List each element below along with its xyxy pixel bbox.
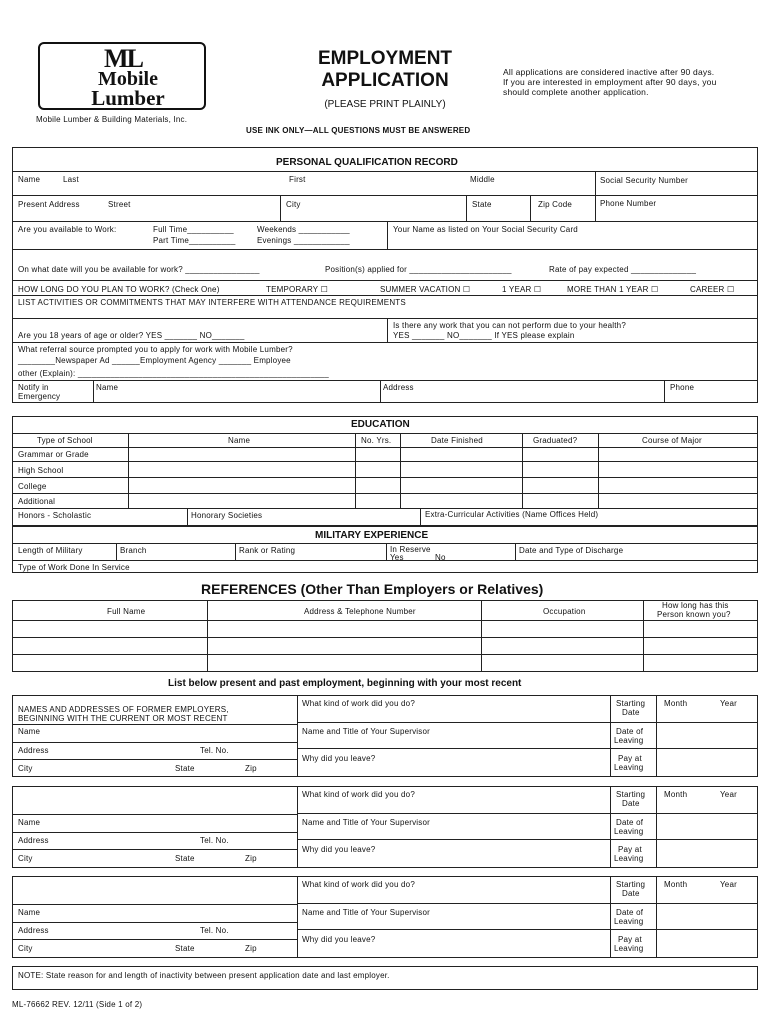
education-title: EDUCATION <box>351 419 410 430</box>
ref-header-known-2: Person known you? <box>657 610 731 619</box>
employer-2-supervisor[interactable]: Name and Title of Your Supervisor <box>302 818 431 827</box>
employer-3-pay-1: Pay at <box>618 935 642 944</box>
notify-label-1: Notify in <box>18 383 49 392</box>
employer-1-address[interactable]: Address <box>18 746 49 755</box>
edu-row-additional: Additional <box>18 497 56 506</box>
employer-1-pay-2: Leaving <box>614 763 644 772</box>
logo-mark: ML <box>104 44 142 73</box>
summer-checkbox[interactable]: SUMMER VACATION ☐ <box>380 285 471 294</box>
zip-label: Zip Code <box>538 200 573 209</box>
ref-header-address: Address & Telephone Number <box>304 607 416 616</box>
employer-2-starting-2: Date <box>622 799 640 808</box>
first-label: First <box>289 175 306 184</box>
form-title-1: EMPLOYMENT <box>317 48 453 69</box>
phone-label: Phone Number <box>600 199 657 208</box>
last-label: Last <box>63 175 79 184</box>
how-long-label: HOW LONG DO YOU PLAN TO WORK? (Check One) <box>18 285 220 294</box>
employer-1-month: Month <box>664 699 688 708</box>
military-length-label: Length of Military <box>18 546 83 555</box>
employer-3-month: Month <box>664 880 688 889</box>
edu-header-course: Course of Major <box>642 436 702 445</box>
employer-3-zip[interactable]: Zip <box>245 944 257 953</box>
ref-header-occupation: Occupation <box>543 607 586 616</box>
company-name: Mobile Lumber & Building Materials, Inc. <box>36 115 188 124</box>
employer-2-kind[interactable]: What kind of work did you do? <box>302 790 415 799</box>
employer-3-starting-2: Date <box>622 889 640 898</box>
employer-1-leaving-1: Date of <box>616 727 644 736</box>
employer-1-kind[interactable]: What kind of work did you do? <box>302 699 415 708</box>
employer-2-leave[interactable]: Why did you leave? <box>302 845 376 854</box>
employer-3-name[interactable]: Name <box>18 908 41 917</box>
employer-3-address[interactable]: Address <box>18 926 49 935</box>
employer-3-state[interactable]: State <box>175 944 195 953</box>
ssn-name-label: Your Name as listed on Your Social Security Card <box>393 225 578 234</box>
street-label: Street <box>108 200 131 209</box>
employer-2-month: Month <box>664 790 688 799</box>
notice-line-1: All applications are considered inactive after 90 days. <box>503 67 715 77</box>
health-question-2[interactable]: YES _______ NO_______ If YES please explain <box>393 331 575 340</box>
city-label: City <box>286 200 301 209</box>
employer-2-address[interactable]: Address <box>18 836 49 845</box>
employer-3-tel[interactable]: Tel. No. <box>200 926 229 935</box>
references-title: REFERENCES (Other Than Employers or Relatives) <box>201 581 544 597</box>
activities-label: LIST ACTIVITIES OR COMMITMENTS THAT MAY INTERFERE WITH ATTENDANCE REQUIREMENTS <box>18 298 406 307</box>
edu-header-years: No. Yrs. <box>361 436 392 445</box>
ssn-label: Social Security Number <box>600 176 688 185</box>
evenings-field[interactable]: Evenings ____________ <box>257 236 350 245</box>
edu-header-graduated: Graduated? <box>533 436 578 445</box>
middle-label: Middle <box>470 175 495 184</box>
date-available-field[interactable]: On what date will you be available for work? ________________ <box>18 265 260 274</box>
one-year-checkbox[interactable]: 1 YEAR ☐ <box>502 285 542 294</box>
military-rank-label: Rank or Rating <box>239 546 296 555</box>
employment-title: List below present and past employment, beginning with your most recent <box>168 678 522 689</box>
employer-1-zip[interactable]: Zip <box>245 764 257 773</box>
notify-phone-label: Phone <box>670 383 695 392</box>
referral-question: What referral source prompted you to apply for work with Mobile Lumber? <box>18 345 293 354</box>
military-discharge-label: Date and Type of Discharge <box>519 546 624 555</box>
edu-row-college: College <box>18 482 47 491</box>
employer-3-year: Year <box>720 880 737 889</box>
military-reserve-yes[interactable]: Yes <box>390 553 404 562</box>
ink-note: USE INK ONLY—ALL QUESTIONS MUST BE ANSWERED <box>246 126 471 135</box>
more-year-checkbox[interactable]: MORE THAN 1 YEAR ☐ <box>567 285 659 294</box>
honorary-label: Honorary Societies <box>191 511 263 520</box>
employer-2-state[interactable]: State <box>175 854 195 863</box>
employer-1-name[interactable]: Name <box>18 727 41 736</box>
form-subtitle: (PLEASE PRINT PLAINLY) <box>324 99 446 110</box>
employer-1-supervisor[interactable]: Name and Title of Your Supervisor <box>302 727 431 736</box>
employer-1-state[interactable]: State <box>175 764 195 773</box>
present-address-label: Present Address <box>18 200 80 209</box>
career-checkbox[interactable]: CAREER ☐ <box>690 285 735 294</box>
employer-3-pay-2: Leaving <box>614 944 644 953</box>
logo-line-1: Mobile <box>98 68 158 90</box>
employer-1-leave[interactable]: Why did you leave? <box>302 754 376 763</box>
notify-name-label: Name <box>96 383 119 392</box>
employer-1-starting-1: Starting <box>616 699 646 708</box>
name-label: Name <box>18 175 41 184</box>
form-id: ML-76662 REV. 12/11 (Side 1 of 2) <box>12 1000 143 1009</box>
employer-3-kind[interactable]: What kind of work did you do? <box>302 880 415 889</box>
available-label: Are you available to Work: <box>18 225 117 234</box>
employer-2-tel[interactable]: Tel. No. <box>200 836 229 845</box>
employer-2-pay-1: Pay at <box>618 845 642 854</box>
weekends-field[interactable]: Weekends ___________ <box>257 225 350 234</box>
edu-header-name: Name <box>228 436 251 445</box>
military-work-label: Type of Work Done In Service <box>18 563 130 572</box>
form-title-2: APPLICATION <box>321 70 449 91</box>
employer-1-year: Year <box>720 699 737 708</box>
employer-2-city[interactable]: City <box>18 854 33 863</box>
part-time-field[interactable]: Part Time__________ <box>153 236 236 245</box>
military-reserve-label: In Reserve <box>390 545 431 554</box>
employer-2-leaving-2: Leaving <box>614 827 644 836</box>
employer-2-name[interactable]: Name <box>18 818 41 827</box>
ref-header-name: Full Name <box>107 607 146 616</box>
edu-row-high-school: High School <box>18 466 64 475</box>
edu-header-date: Date Finished <box>431 436 483 445</box>
ref-header-known-1: How long has this <box>662 601 729 610</box>
company-logo <box>38 42 206 110</box>
employer-2-year: Year <box>720 790 737 799</box>
edu-header-type: Type of School <box>37 436 93 445</box>
positions-field[interactable]: Position(s) applied for ______________________ <box>325 265 512 274</box>
notice-line-3: should complete another application. <box>503 87 649 97</box>
employer-3-leaving-2: Leaving <box>614 917 644 926</box>
employer-2-zip[interactable]: Zip <box>245 854 257 863</box>
referral-options[interactable]: ________Newspaper Ad ______Employment Agency _______ Employee <box>18 356 291 365</box>
personal-title: PERSONAL QUALIFICATION RECORD <box>276 157 458 168</box>
employer-3-starting-1: Starting <box>616 880 646 889</box>
employer-2-leaving-1: Date of <box>616 818 644 827</box>
employer-3-city[interactable]: City <box>18 944 33 953</box>
employer-3-leaving-1: Date of <box>616 908 644 917</box>
edu-row-grammar: Grammar or Grade <box>18 450 89 459</box>
employer-1-leaving-2: Leaving <box>614 736 644 745</box>
notify-label-2: Emergency <box>18 392 61 401</box>
employer-1-tel[interactable]: Tel. No. <box>200 746 229 755</box>
employer-1-pay-1: Pay at <box>618 754 642 763</box>
note-text: NOTE: State reason for and length of inactivity between present application date and last employer. <box>18 971 390 980</box>
employer-2-pay-2: Leaving <box>614 854 644 863</box>
employer-names-header-2: BEGINNING WITH THE CURRENT OR MOST RECENT <box>18 714 228 723</box>
military-branch-label: Branch <box>120 546 147 555</box>
employer-2-starting-1: Starting <box>616 790 646 799</box>
honors-label: Honors - Scholastic <box>18 511 92 520</box>
notify-address-label: Address <box>383 383 414 392</box>
employer-3-leave[interactable]: Why did you leave? <box>302 935 376 944</box>
logo-line-2: Lumber <box>91 86 165 110</box>
military-title: MILITARY EXPERIENCE <box>315 530 429 541</box>
state-label: State <box>472 200 492 209</box>
notice-line-2: If you are interested in employment after 90 days, you <box>503 77 717 87</box>
other-explain-field[interactable]: other (Explain): ______________________________________________________ <box>18 369 329 378</box>
age-question[interactable]: Are you 18 years of age or older? YES _______ NO_______ <box>18 331 245 340</box>
employer-1-starting-2: Date <box>622 708 640 717</box>
employer-1-city[interactable]: City <box>18 764 33 773</box>
extra-label: Extra-Curricular Activities (Name Offices Held) <box>425 510 599 519</box>
health-question-1: Is there any work that you can not perform due to your health? <box>393 321 626 330</box>
employer-names-header-1: NAMES AND ADDRESSES OF FORMER EMPLOYERS, <box>18 705 229 714</box>
military-reserve-no[interactable]: No <box>435 553 446 562</box>
full-time-field[interactable]: Full Time__________ <box>153 225 234 234</box>
employer-3-supervisor[interactable]: Name and Title of Your Supervisor <box>302 908 431 917</box>
rate-field[interactable]: Rate of pay expected ______________ <box>549 265 697 274</box>
temporary-checkbox[interactable]: TEMPORARY ☐ <box>266 285 328 294</box>
